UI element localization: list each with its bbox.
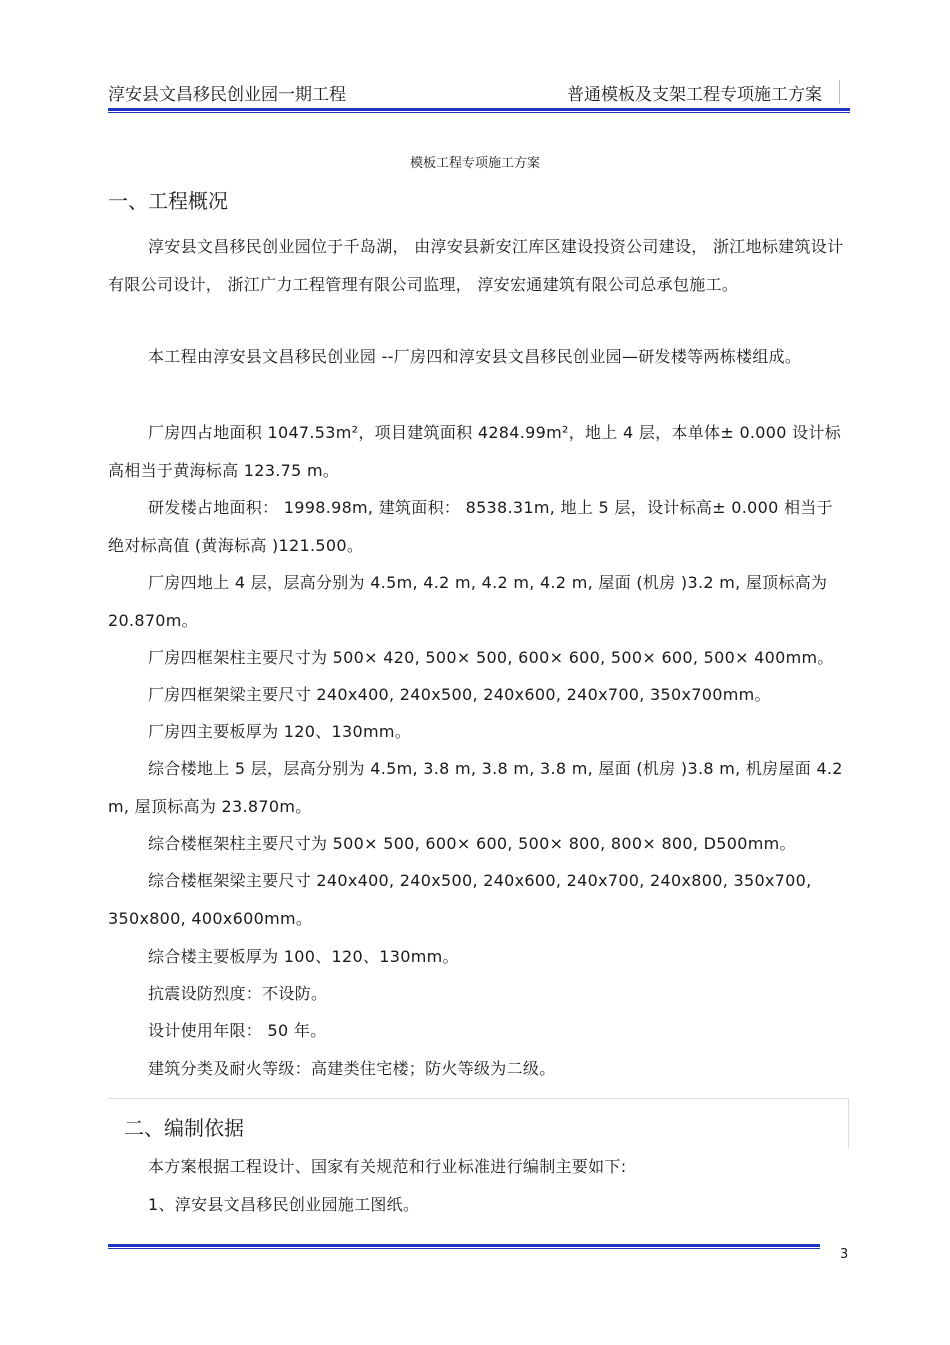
header-divider [839,80,840,104]
paragraph: 厂房四主要板厚为 120、130mm。 [148,722,412,741]
section-heading-overview: 一、工程概况 [108,189,228,213]
header-rule-thin [108,112,850,113]
page-header [108,78,850,106]
paragraph: 淳安县文昌移民创业园位于千岛湖， 由淳安县新安江库区建设投资公司建设， 浙江地标建筑设计有限公司设计， 浙江广力工程管理有限公司监理， 淳安宏通建筑有限公司总承包施工。 [108,237,844,294]
header-doc-name: 普通模板及支架工程专项施工方案 [567,85,822,105]
paragraph: 综合楼框架梁主要尺寸 240x400, 240x500, 240x600, 240x700, 240x800, 350x700, 350x800, 400x600mm。 [108,871,812,928]
header-rule [108,108,850,111]
paragraph: 建筑分类及耐火等级：高建类住宅楼；防火等级为二级。 [148,1059,556,1078]
paragraph: 综合楼地上 5 层，层高分别为 4.5m, 3.8 m, 3.8 m, 3.8 m, 屋面 (机房 )3.8 m, 机房屋面 4.2 m, 屋顶标高为 23.870m。 [108,759,843,816]
paragraph: 厂房四框架梁主要尺寸 240x400, 240x500, 240x600, 240x700, 350x700mm。 [148,685,771,704]
section-heading-basis: 二、编制依据 [124,1116,244,1140]
document-title: 模板工程专项施工方案 [409,156,540,171]
footer-rule [108,1244,820,1247]
paragraph: 厂房四地上 4 层，层高分别为 4.5m, 4.2 m, 4.2 m, 4.2 m, 屋面 (机房 )3.2 m, 屋顶标高为 20.870m。 [108,573,828,630]
paragraph: 抗震设防烈度：不设防。 [148,984,328,1003]
paragraph: 1、淳安县文昌移民创业园施工图纸。 [148,1195,420,1214]
header-project-name: 淳安县文昌移民创业园一期工程 [108,85,346,105]
paragraph: 厂房四框架柱主要尺寸为 500× 420, 500× 500, 600× 600, 500× 600, 500× 400mm。 [148,648,834,667]
footer-rule-thin [108,1248,820,1249]
paragraph: 研发楼占地面积： 1998.98m, 建筑面积： 8538.31m, 地上 5 层，设计标高± 0.000 相当于绝对标高值 (黄海标高 )121.500。 [108,498,833,555]
page-number: 3 [840,1247,849,1262]
paragraph: 综合楼主要板厚为 100、120、130mm。 [148,947,459,966]
paragraph: 本方案根据工程设计、国家有关规范和行业标准进行编制主要如下: [148,1157,627,1176]
paragraph: 综合楼框架柱主要尺寸为 500× 500, 600× 600, 500× 800, 800× 800, D500mm。 [148,834,796,853]
paragraph: 厂房四占地面积 1047.53m²，项目建筑面积 4284.99m²，地上 4 层，本单体± 0.000 设计标高相当于黄海标高 123.75 m。 [108,423,842,480]
paragraph: 本工程由淳安县文昌移民创业园 --厂房四和淳安县文昌移民创业园—研发楼等两栋楼组成。 [148,347,802,366]
paragraph: 设计使用年限： 50 年。 [148,1021,327,1040]
